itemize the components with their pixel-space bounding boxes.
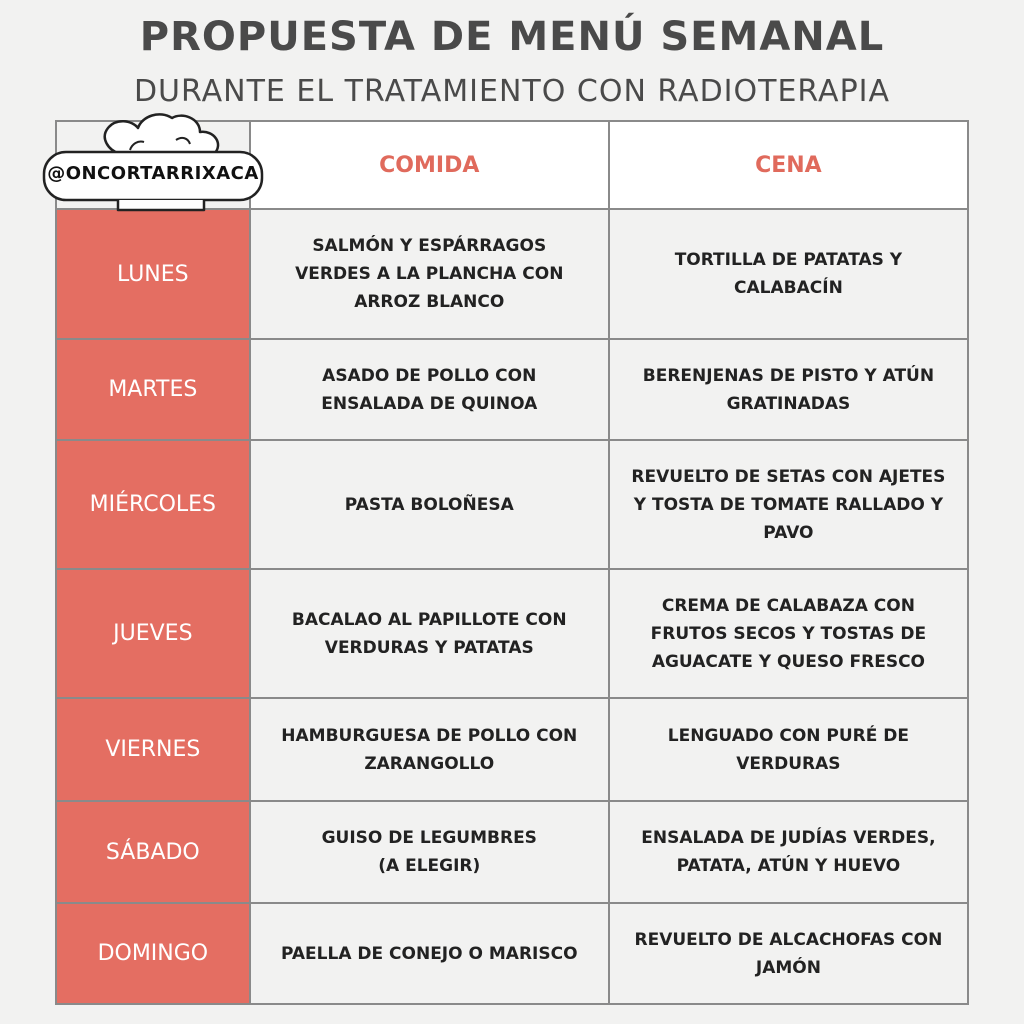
day-label: SÁBADO [56, 801, 250, 903]
lunch-cell: GUISO DE LEGUMBRES (A ELEGIR) [250, 801, 609, 903]
dinner-cell: REVUELTO DE ALCACHOFAS CON JAMÓN [609, 903, 968, 1004]
dinner-cell: BERENJENAS DE PISTO Y ATÚN GRATINADAS [609, 339, 968, 440]
day-label: MIÉRCOLES [56, 440, 250, 569]
column-header-lunch: COMIDA [250, 121, 609, 209]
dinner-cell: LENGUADO CON PURÉ DE VERDURAS [609, 698, 968, 801]
table-row [56, 440, 968, 569]
weekly-menu-table [55, 120, 969, 1005]
day-label: JUEVES [56, 569, 250, 698]
column-header-dinner: CENA [609, 121, 968, 209]
lunch-cell: PASTA BOLOÑESA [250, 440, 609, 569]
lunch-cell: ASADO DE POLLO CON ENSALADA DE QUINOA [250, 339, 609, 440]
table-row [56, 801, 968, 903]
table-row [56, 209, 968, 339]
table-row [56, 903, 968, 1004]
lunch-cell: SALMÓN Y ESPÁRRAGOS VERDES A LA PLANCHA CON ARROZ BLANCO [250, 209, 609, 339]
day-label: DOMINGO [56, 903, 250, 1004]
dinner-cell: CREMA DE CALABAZA CON FRUTOS SECOS Y TOSTAS DE AGUACATE Y QUESO FRESCO [609, 569, 968, 698]
lunch-cell: PAELLA DE CONEJO O MARISCO [250, 903, 609, 1004]
day-label: VIERNES [56, 698, 250, 801]
chef-hat-badge [38, 106, 268, 216]
table-row [56, 698, 968, 801]
lunch-cell: BACALAO AL PAPILLOTE CON VERDURAS Y PATATAS [250, 569, 609, 698]
lunch-cell: HAMBURGUESA DE POLLO CON ZARANGOLLO [250, 698, 609, 801]
table-row [56, 569, 968, 698]
chef-hat-icon [38, 106, 268, 216]
day-label: MARTES [56, 339, 250, 440]
page-subtitle: DURANTE EL TRATAMIENTO CON RADIOTERAPIA [133, 74, 891, 109]
dinner-cell: ENSALADA DE JUDÍAS VERDES, PATATA, ATÚN Y HUEVO [609, 801, 968, 903]
dinner-cell: REVUELTO DE SETAS CON AJETES Y TOSTA DE TOMATE RALLADO Y PAVO [609, 440, 968, 569]
table-row [56, 339, 968, 440]
day-label: LUNES [56, 209, 250, 339]
page-title: PROPUESTA DE MENÚ SEMANAL [139, 14, 885, 60]
dinner-cell: TORTILLA DE PATATAS Y CALABACÍN [609, 209, 968, 339]
badge-handle: @ONCORTARRIXACA [47, 163, 259, 184]
